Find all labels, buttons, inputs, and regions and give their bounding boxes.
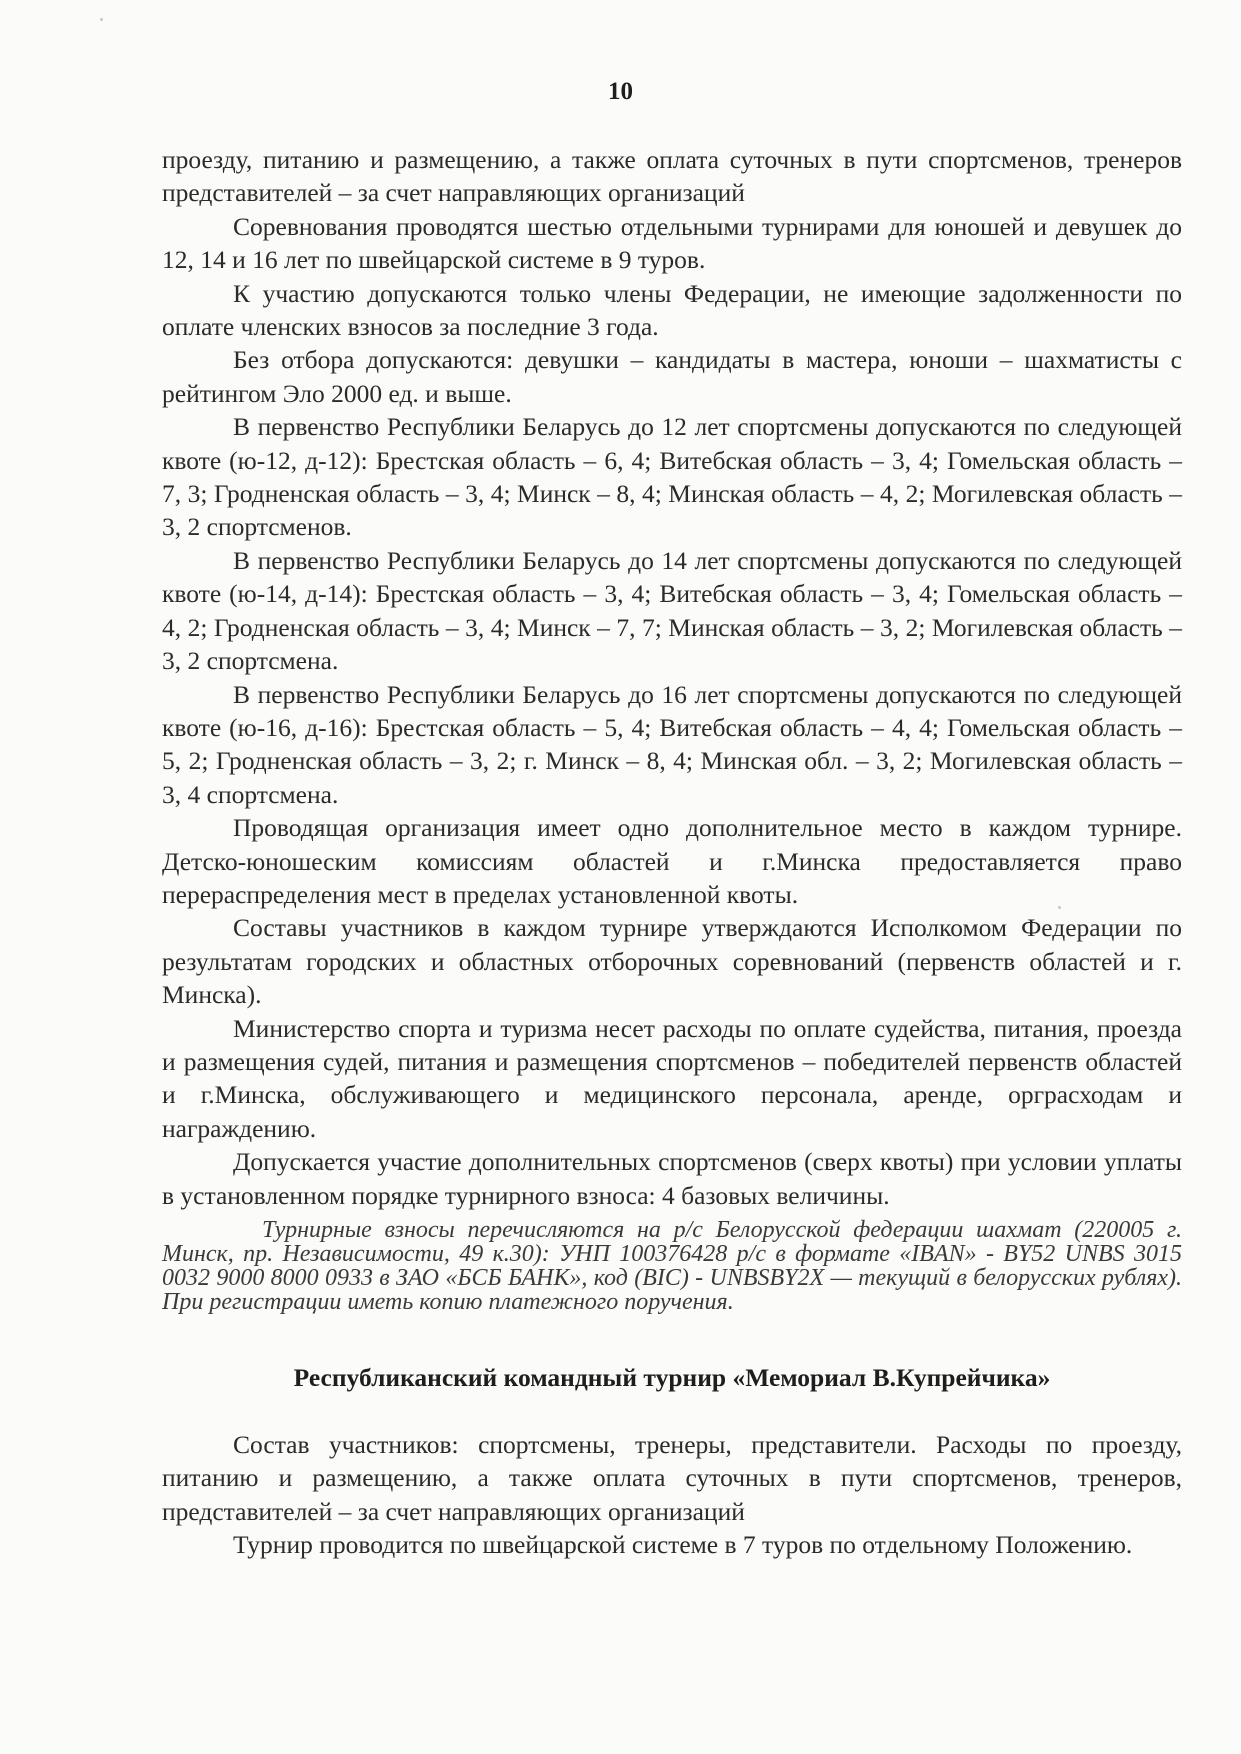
paragraph-continuation: проезду, питанию и размещению, а также оплата суточных в пути спортсменов, тренеров представителей – за счет направляющих организаций [162, 145, 1182, 208]
scan-dust-mark [1058, 906, 1061, 909]
paragraph-quota-u16: В первенство Республики Беларусь до 16 лет спортсмены допускаются по следующей квоте (ю-16, д-16): Брестская область – 5, 4; Витебская область – 4, 4; Гомельская область – 5, 2; Гродненская область – 3, 2; г. Минск – 8, 4; Минская обл. – 3, 2; Могилевская область – 3, 4 спортсмена. [162, 679, 1182, 809]
document-body [162, 143, 1182, 1562]
paragraph-extra-place: Проводящая организация имеет одно дополнительное место в каждом турнире. Детско-юношеским комиссиям областей и г.Минска предоставляется право перераспределения мест в пределах установленной квоты. [162, 813, 1182, 909]
paragraph-tournament-format: Соревнования проводятся шестью отдельными турнирами для юношей и девушек до 12, 14 и 16 лет по швейцарской системе в 9 туров. [162, 211, 1182, 275]
paragraph-ministry-expenses: Министерство спорта и туризма несет расходы по оплате судейства, питания, проезда и размещения судей, питания и размещения спортсменов – победителей первенств областей и г.Минска, обслуживающего и медицинского персонала, аренде, орграсходам и награждению. [162, 1013, 1182, 1143]
page-number: 10 [608, 78, 633, 105]
paragraph-direct-admission: Без отбора допускаются: девушки – кандидаты в мастера, юноши – шахматисты с рейтингом Эло 2000 ед. и выше. [162, 345, 1182, 408]
paragraph-extra-participants: Допускается участие дополнительных спортсменов (сверх квоты) при условии уплаты в установленном порядке турнирного взноса: 4 базовых величины. [162, 1147, 1182, 1210]
paragraph-eligibility: К участию допускаются только члены Федерации, не имеющие задолженности по оплате членских взносов за последние 3 года. [162, 278, 1182, 342]
scan-dust-mark [100, 18, 103, 21]
paragraph-quota-u12: В первенство Республики Беларусь до 12 лет спортсмены допускаются по следующей квоте (ю-12, д-12): Брестская область – 6, 4; Витебская область – 3, 4; Гомельская область – 7, 3; Гродненская область – 3, 4; Минск – 8, 4; Минская область – 4, 2; Могилевская область – 3, 2 спортсменов. [162, 412, 1182, 542]
paragraph-team-composition: Состав участников: спортсмены, тренеры, представители. Расходы по проезду, питанию и размещению, а также оплата суточных в пути спортсменов, тренеров, представителей – за счет направляющих организаций [162, 1430, 1182, 1526]
paragraph-quota-u14: В первенство Республики Беларусь до 14 лет спортсмены допускаются по следующей квоте (ю-14, д-14): Брестская область – 3, 4; Витебская область – 3, 4; Гомельская область – 4, 2; Гродненская область – 3, 4; Минск – 7, 7; Минская область – 3, 2; Могилевская область – 3, 2 спортсмена. [162, 545, 1182, 676]
paragraph-team-approval: Составы участников в каждом турнире утверждаются Исполкомом Федерации по результатам городских и областных отборочных соревнований (первенств областей и г. Минска). [162, 913, 1182, 1010]
paragraph-team-format: Турнир проводится по швейцарской системе в 7 туров по отдельному Положению. [233, 1530, 1133, 1560]
section-heading: Республиканский командный турнир «Мемориал В.Купрейчика» [293, 1363, 1051, 1392]
payment-note: Турнирные взносы перечисляются на р/с Белорусской федерации шахмат (220005 г. Минск, пр. Независимости, 49 к.30): УНП 100376428 р/с в формате «IBAN» - BY52 UNBS 3015 0032 9000 8000 0933 в ЗАО «БСБ БАНК», код (BIC) - UNBSBY2X — текущий в белорусских рублях). При регистрации иметь копию платежного поручения. [162, 1217, 1182, 1315]
